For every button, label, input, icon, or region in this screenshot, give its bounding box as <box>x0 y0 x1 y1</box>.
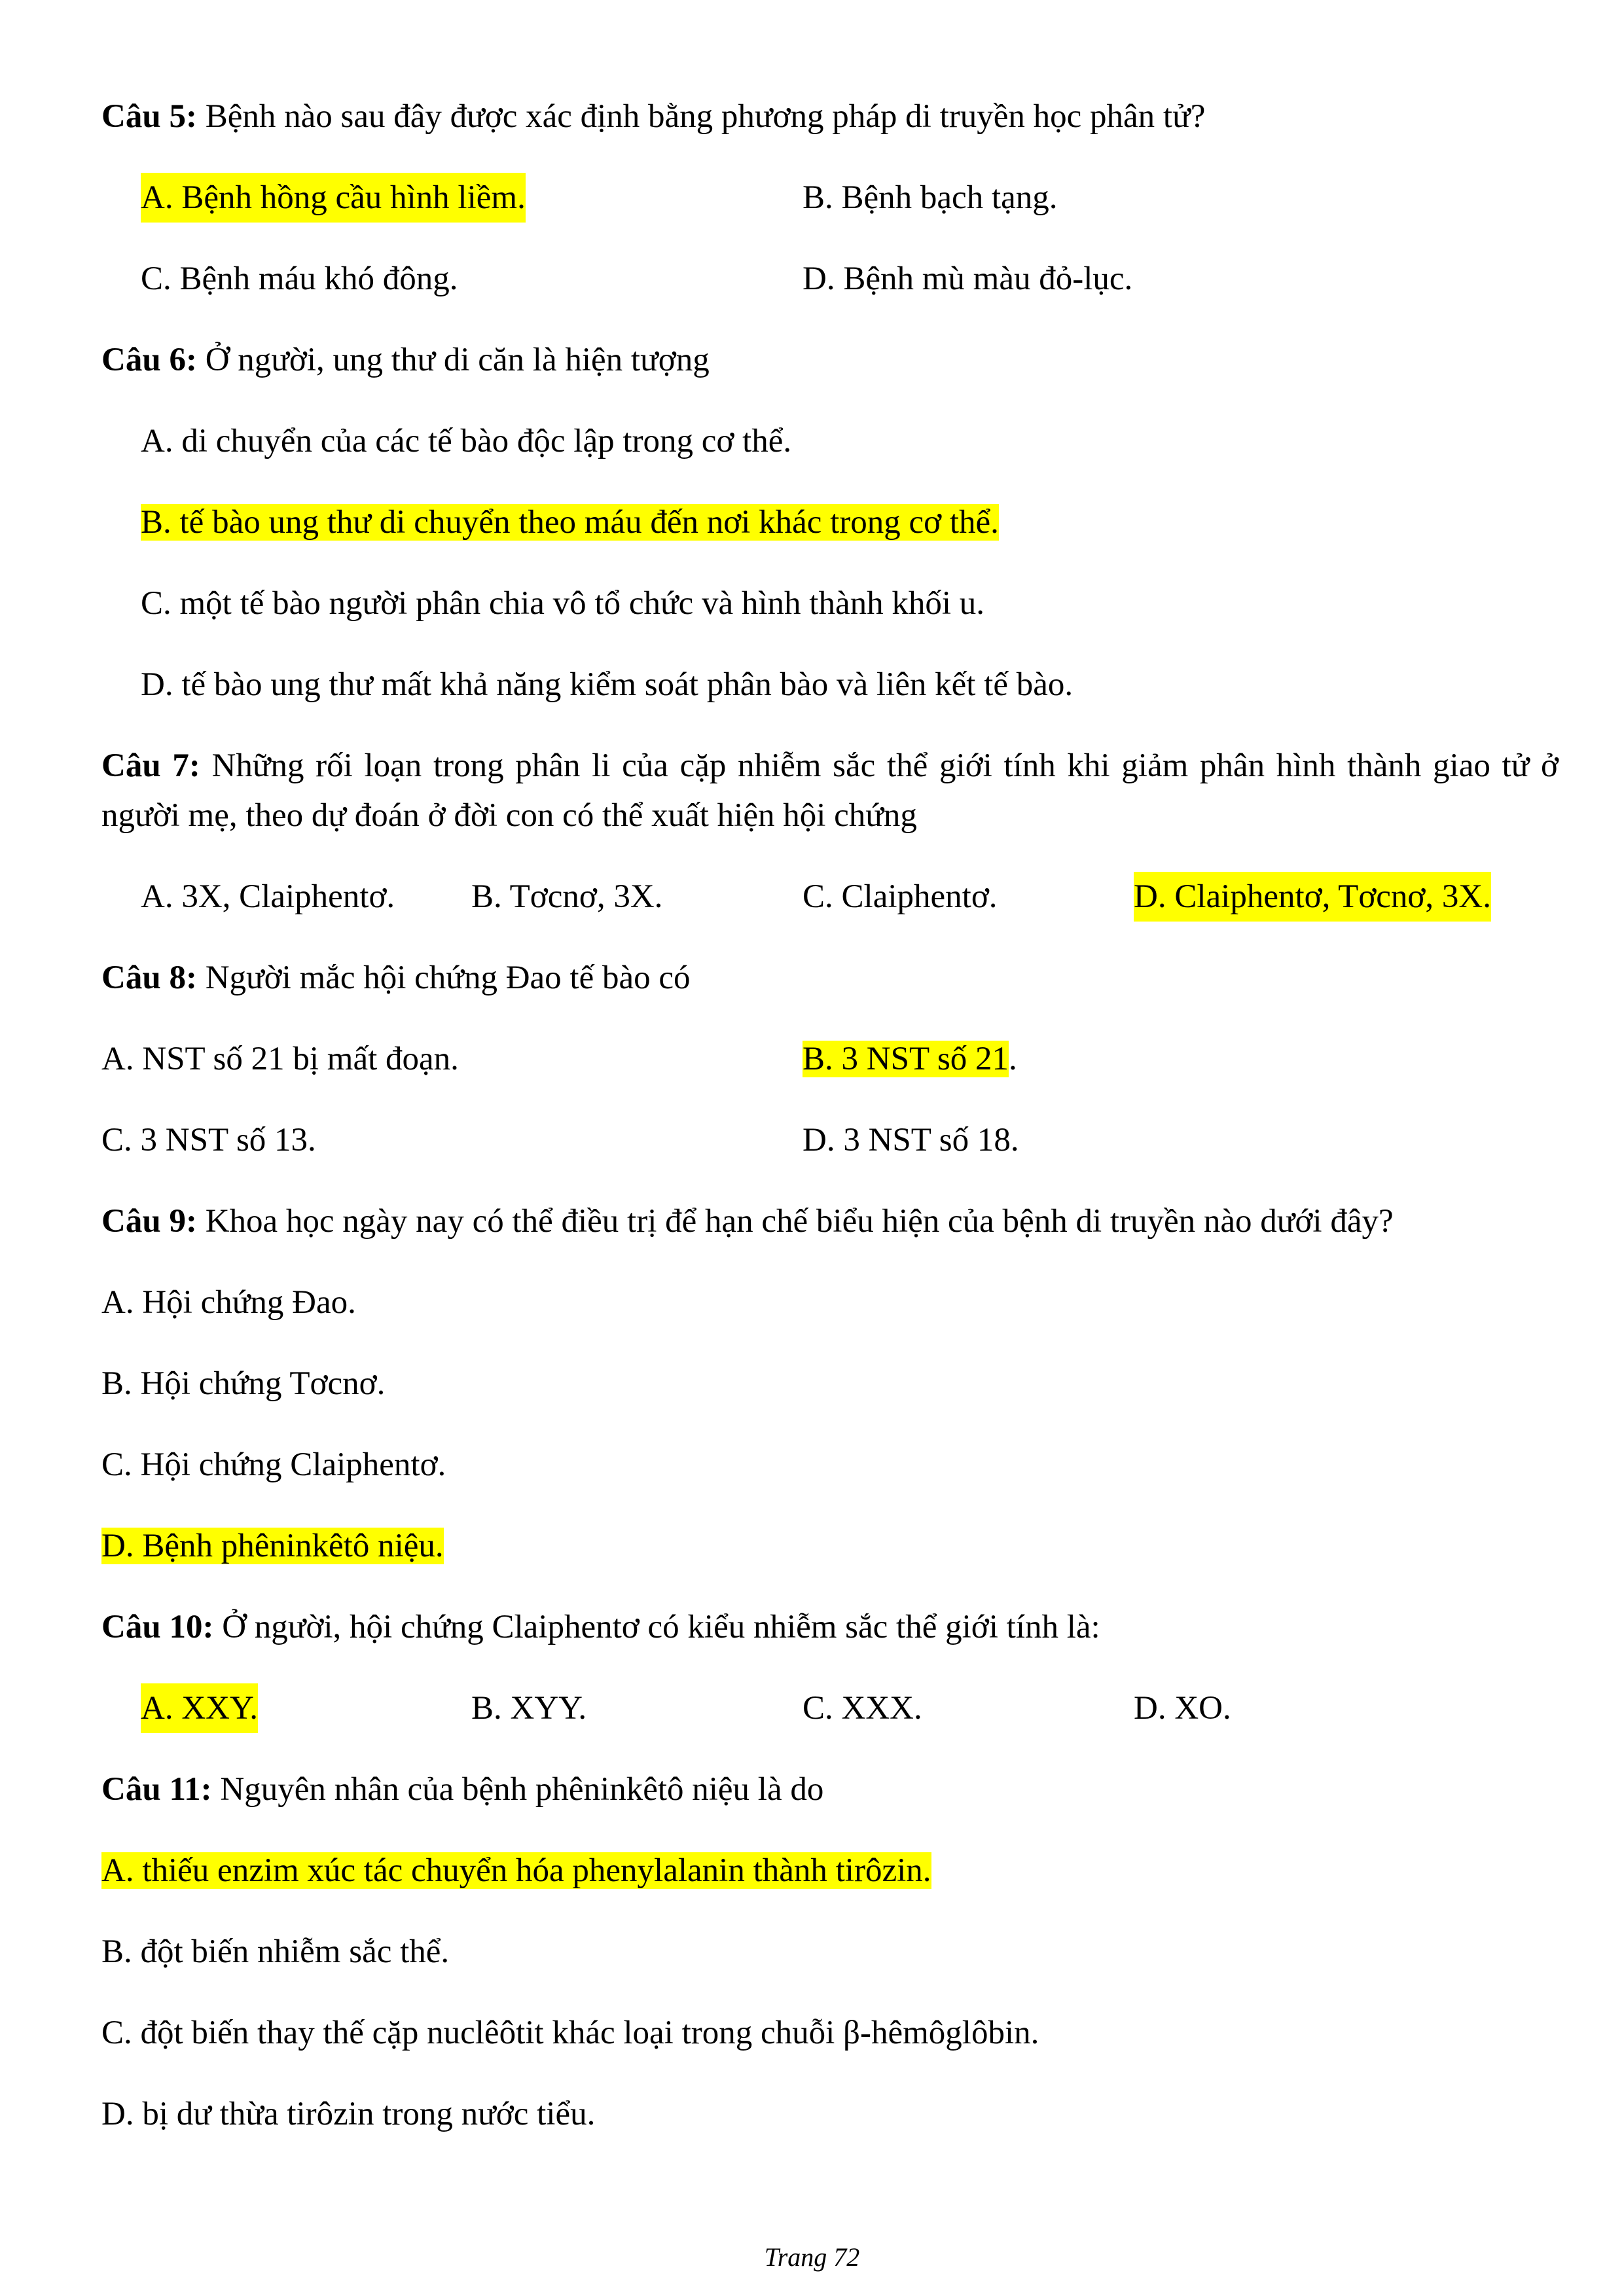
question-label: Câu 11: <box>101 1771 212 1808</box>
option-c: C. XXX. <box>803 1690 922 1727</box>
question-label: Câu 10: <box>101 1609 214 1645</box>
options-row <box>101 173 1559 223</box>
option-b: B. Bệnh bạch tạng. <box>803 179 1058 216</box>
option-d: D. Bệnh mù màu đỏ-lục. <box>803 260 1133 297</box>
option-c <box>101 2008 1559 2058</box>
options-row <box>101 254 1559 304</box>
option-d-text: D. bị dư thừa tirôzin trong nước tiểu. <box>101 2096 596 2132</box>
question-text: Bệnh nào sau đây được xác định bằng phương pháp di truyền học phân tử? <box>196 98 1206 135</box>
question-7 <box>101 741 1559 840</box>
option-c: C. Claiphentơ. <box>803 878 998 915</box>
question-text: Những rối loạn trong phân li của cặp nhiễm sắc thể giới tính khi giảm phân hình thành giao tử ở người mẹ, theo dự đoán ở đời con có thể xuất hiện hội chứng <box>101 747 1559 834</box>
option-b: B. Tơcnơ, 3X. <box>471 878 663 915</box>
option-a-text: A. thiếu enzim xúc tác chuyển hóa phenylalanin thành tirôzin. <box>101 1852 931 1889</box>
question-label: Câu 7: <box>101 747 200 784</box>
option-a: A. XXY. <box>141 1683 258 1733</box>
options-row <box>101 1683 1559 1733</box>
page-number: Trang 72 <box>764 2242 860 2272</box>
question-6 <box>101 335 1559 385</box>
document-page <box>101 92 1559 2170</box>
option-d <box>101 1521 1559 1571</box>
option-b-text: B. 3 NST số 21 <box>803 1041 1009 1077</box>
option-c: C. 3 NST số 13. <box>101 1122 316 1158</box>
option-a-text: A. di chuyển của các tế bào độc lập trong cơ thể. <box>141 423 792 459</box>
option-d: D. Claiphentơ, Tơcnơ, 3X. <box>1134 872 1491 922</box>
question-text: Người mắc hội chứng Đao tế bào có <box>196 960 691 996</box>
option-a <box>101 1846 1559 1895</box>
option-c <box>101 1440 1559 1490</box>
option-c: C. Bệnh máu khó đông. <box>141 260 458 297</box>
option-a: A. Bệnh hồng cầu hình liềm. <box>141 173 526 223</box>
question-label: Câu 5: <box>101 98 197 135</box>
question-text: Khoa học ngày nay có thể điều trị để hạn chế biểu hiện của bệnh di truyền nào dưới đây? <box>196 1203 1394 1240</box>
option-b: B. XYY. <box>471 1690 587 1727</box>
option-d-text: D. Bệnh phêninkêtô niệu. <box>101 1528 444 1564</box>
option-a: A. NST số 21 bị mất đoạn. <box>101 1041 459 1077</box>
option-d: D. 3 NST số 18. <box>803 1122 1019 1158</box>
question-10 <box>101 1602 1559 1652</box>
option-c-text: C. đột biến thay thế cặp nuclêôtit khác loại trong chuỗi β-hêmôglôbin. <box>101 2015 1039 2051</box>
option-a <box>101 416 1559 466</box>
options-row <box>101 872 1559 922</box>
question-text: Nguyên nhân của bệnh phêninkêtô niệu là do <box>211 1771 824 1808</box>
option-d: D. XO. <box>1134 1690 1231 1727</box>
option-d <box>101 660 1559 709</box>
option-b <box>101 1927 1559 1977</box>
option-b-suffix: . <box>1009 1041 1017 1077</box>
question-9 <box>101 1196 1559 1246</box>
option-b-text: B. đột biến nhiễm sắc thể. <box>101 1933 450 1970</box>
option-b <box>101 497 1559 547</box>
options-row <box>101 1115 1559 1165</box>
option-a-text: A. Hội chứng Đao. <box>101 1284 356 1321</box>
question-8 <box>101 953 1559 1003</box>
option-b <box>101 1359 1559 1408</box>
option-a: A. 3X, Claiphentơ. <box>141 878 395 915</box>
option-b-text: B. Hội chứng Tơcnơ. <box>101 1365 386 1402</box>
options-row <box>101 1034 1559 1084</box>
option-c <box>101 579 1559 628</box>
option-b <box>803 1034 1017 1084</box>
question-text: Ở người, hội chứng Claiphentơ có kiểu nhiễm sắc thể giới tính là: <box>213 1609 1100 1645</box>
question-11 <box>101 1765 1559 1814</box>
question-label: Câu 8: <box>101 960 197 996</box>
option-d <box>101 2089 1559 2139</box>
option-b-text: B. tế bào ung thư di chuyển theo máu đến nơi khác trong cơ thể. <box>141 504 999 541</box>
question-text: Ở người, ung thư di căn là hiện tượng <box>196 342 710 378</box>
option-d-text: D. tế bào ung thư mất khả năng kiểm soát phân bào và liên kết tế bào. <box>141 666 1074 703</box>
question-label: Câu 6: <box>101 342 197 378</box>
question-5 <box>101 92 1559 141</box>
option-c-text: C. Hội chứng Claiphentơ. <box>101 1446 446 1483</box>
option-c-text: C. một tế bào người phân chia vô tổ chức và hình thành khối u. <box>141 585 985 622</box>
question-label: Câu 9: <box>101 1203 197 1240</box>
option-a <box>101 1278 1559 1327</box>
